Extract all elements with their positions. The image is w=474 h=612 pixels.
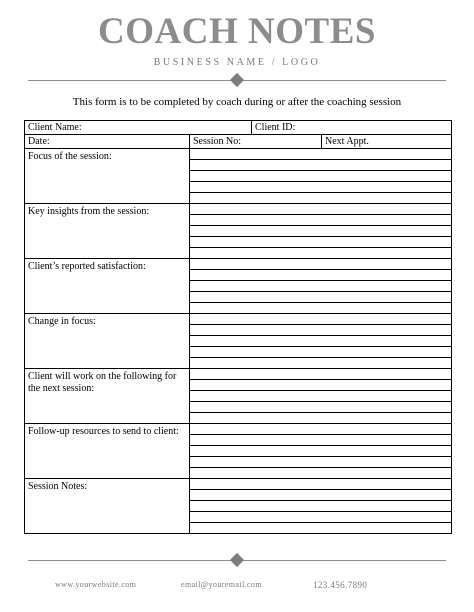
form-row-divider bbox=[25, 148, 451, 149]
section-divider bbox=[25, 368, 451, 369]
writing-line[interactable] bbox=[189, 335, 451, 336]
section-divider bbox=[25, 258, 451, 259]
writing-line[interactable] bbox=[189, 434, 451, 435]
writing-line[interactable] bbox=[189, 379, 451, 380]
writing-line[interactable] bbox=[189, 181, 451, 182]
section-label: Change in focus: bbox=[28, 316, 96, 327]
writing-line[interactable] bbox=[189, 159, 451, 160]
writing-line[interactable] bbox=[189, 346, 451, 347]
writing-line[interactable] bbox=[189, 445, 451, 446]
next-appt-field[interactable]: Next Appt. bbox=[325, 136, 369, 147]
writing-line[interactable] bbox=[189, 401, 451, 402]
writing-line[interactable] bbox=[189, 511, 451, 512]
writing-line[interactable] bbox=[189, 247, 451, 248]
section-divider bbox=[25, 203, 451, 204]
section-divider bbox=[25, 478, 451, 479]
footer-phone: 123.456.7890 bbox=[313, 580, 368, 590]
section-label: Follow-up resources to send to client: bbox=[28, 426, 179, 437]
writing-line[interactable] bbox=[189, 500, 451, 501]
business-name-logo: BUSINESS NAME / LOGO bbox=[153, 57, 321, 68]
coach-notes-form bbox=[24, 120, 452, 534]
client-name-field[interactable]: Client Name: bbox=[28, 122, 82, 133]
session-no-field[interactable]: Session No: bbox=[193, 136, 242, 147]
writing-line[interactable] bbox=[189, 390, 451, 391]
form-col-divider bbox=[251, 121, 252, 135]
writing-line[interactable] bbox=[189, 467, 451, 468]
writing-line[interactable] bbox=[189, 489, 451, 490]
writing-line[interactable] bbox=[189, 522, 451, 523]
writing-line[interactable] bbox=[189, 236, 451, 237]
form-col-divider bbox=[189, 134, 190, 148]
section-label: Client’s reported satisfaction: bbox=[28, 261, 146, 272]
form-instructions: This form is to be completed by coach during or after the coaching session bbox=[72, 96, 402, 108]
footer-email[interactable]: email@youremail.com bbox=[181, 580, 262, 589]
writing-line[interactable] bbox=[189, 291, 451, 292]
section-label: Focus of the session: bbox=[28, 151, 112, 162]
writing-line[interactable] bbox=[189, 225, 451, 226]
form-row-divider bbox=[25, 134, 451, 135]
writing-line[interactable] bbox=[189, 302, 451, 303]
section-label: Session Notes: bbox=[28, 481, 88, 492]
section-divider bbox=[25, 313, 451, 314]
writing-line[interactable] bbox=[189, 280, 451, 281]
writing-line[interactable] bbox=[189, 269, 451, 270]
form-col-divider bbox=[321, 134, 322, 148]
writing-line[interactable] bbox=[189, 357, 451, 358]
page-title: COACH NOTES bbox=[98, 11, 376, 52]
section-label: Key insights from the session: bbox=[28, 206, 150, 217]
header-diamond-ornament bbox=[230, 73, 244, 87]
writing-line[interactable] bbox=[189, 456, 451, 457]
footer-website[interactable]: www.yourwebsite.com bbox=[55, 580, 137, 589]
label-column-divider bbox=[189, 148, 190, 533]
writing-line[interactable] bbox=[189, 412, 451, 413]
writing-line[interactable] bbox=[189, 192, 451, 193]
section-divider bbox=[25, 423, 451, 424]
writing-line[interactable] bbox=[189, 214, 451, 215]
client-id-field[interactable]: Client ID: bbox=[255, 122, 296, 133]
writing-line[interactable] bbox=[189, 324, 451, 325]
date-field[interactable]: Date: bbox=[28, 136, 50, 147]
section-label: Client will work on the following for the next session: bbox=[28, 371, 177, 394]
writing-line[interactable] bbox=[189, 170, 451, 171]
footer-diamond-ornament bbox=[230, 553, 244, 567]
